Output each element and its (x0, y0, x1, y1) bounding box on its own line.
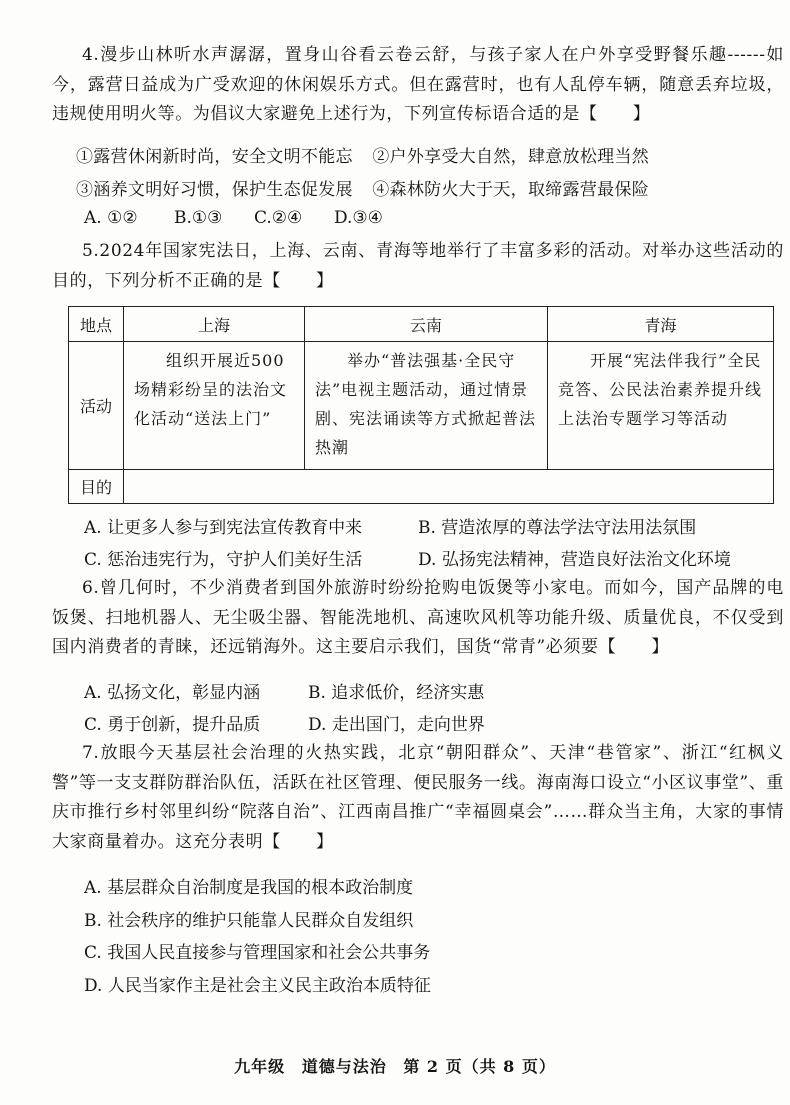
q4-stem: 4.漫步山林听水声潺潺，置身山谷看云卷云舒，与孩子家人在户外享受野餐乐趣------如今，露营日益成为广受欢迎的休闲娱乐方式。但在露营时，也有人乱停车辆，随意丢弃垃圾，违规使用明火等。为倡议大家避免上述行为，下列宣传标语合适的是【 】 (52, 45, 784, 124)
q5-activities-table (68, 306, 774, 504)
table-row-label-activity: 活动 (69, 342, 124, 470)
q5-stem: 5.2024年国家宪法日，上海、云南、青海等地举行了丰富多彩的活动。对举办这些活动的目的，下列分析不正确的是【 】 (52, 241, 784, 291)
footer-grade: 九年级 (234, 1057, 286, 1076)
q6-option-b: B. 追求低价，经济实惠 (308, 683, 485, 703)
q4-statement-4: ④森林防火大于天，取缔露营最保险 (372, 180, 650, 200)
q5-option-a: A. 让更多人参与到宪法宣传教育中来 (84, 518, 363, 538)
footer-page-number: 第 2 页（共 8 页） (403, 1057, 556, 1076)
q7-option-a: A. 基层群众自治制度是我国的根本政治制度 (84, 878, 414, 898)
q5-option-c: C. 惩治违宪行为，守护人们美好生活 (84, 550, 363, 570)
q7-option-d: D. 人民当家作主是社会主义民主政治本质特征 (84, 976, 431, 996)
q6-stem: 6.曾几何时，不少消费者到国外旅游时纷纷抢购电饭煲等小家电。而如今，国产品牌的电饭煲、扫地机器人、无尘吸尘器、智能洗地机、高速吹风机等功能升级、质量优良，不仅受到国内消费者的青睐，还远销海外。这主要启示我们，国货“常青”必须要【 】 (52, 578, 784, 657)
table-header-yunnan: 云南 (305, 307, 548, 342)
q4-statement-3: ③涵养文明好习惯，保护生态促发展 (76, 180, 353, 200)
q4-option-d: D.③④ (334, 208, 383, 228)
table-cell-yunnan-activity: 举办“普法强基·全民守法”电视主题活动，通过情景剧、宪法诵读等方式掀起普法热潮 (305, 342, 548, 470)
table-header-qinghai: 青海 (548, 307, 774, 342)
table-cell-shanghai-activity: 组织开展近500场精彩纷呈的法治文化活动“送法上门” (124, 342, 305, 470)
q6-option-c: C. 勇于创新，提升品质 (84, 715, 261, 735)
table-row-label-purpose: 目的 (69, 470, 124, 504)
q5-option-d: D. 弘扬宪法精神，营造良好法治文化环境 (418, 550, 731, 570)
footer-subject: 道德与法治 (301, 1057, 387, 1076)
table-header-location: 地点 (69, 307, 124, 342)
q7-option-b: B. 社会秩序的维护只能靠人民群众自发组织 (84, 911, 414, 931)
q4-statements-row-1 (76, 142, 649, 167)
page-footer (0, 1054, 790, 1077)
q6-option-d: D. 走出国门，走向世界 (308, 715, 485, 735)
q4-option-b: B.①③ (174, 208, 223, 228)
q7-option-c: C. 我国人民直接参与管理国家和社会公共事务 (84, 943, 431, 963)
q4-option-c: C.②④ (254, 208, 303, 228)
table-header-shanghai: 上海 (124, 307, 305, 342)
q4-option-a: A. ①② (84, 208, 138, 228)
q5-option-b: B. 营造浓厚的尊法学法守法用法氛围 (418, 518, 697, 538)
table-cell-purpose-blank (124, 470, 774, 504)
q4-statements-row-2 (76, 175, 649, 200)
table-cell-qinghai-activity: 开展“宪法伴我行”全民竞答、公民法治素养提升线上法治专题学习等活动 (548, 342, 774, 470)
q6-option-a: A. 弘扬文化，彰显内涵 (84, 683, 261, 703)
q7-stem: 7.放眼今天基层社会治理的火热实践，北京“朝阳群众”、天津“巷管家”、浙江“红枫义警”等一支支群防群治队伍，活跃在社区管理、便民服务一线。海南海口设立“小区议事堂”、重庆市推行乡村邻里纠纷“院落自治”、江西南昌推广“幸福圆桌会”……群众当主角，大家的事情大家商量着办。这充分表明【 】 (52, 743, 784, 852)
q4-statement-2: ②户外享受大自然，肆意放松理当然 (372, 147, 650, 167)
q4-statement-1: ①露营休闲新时尚，安全文明不能忘 (76, 147, 353, 167)
